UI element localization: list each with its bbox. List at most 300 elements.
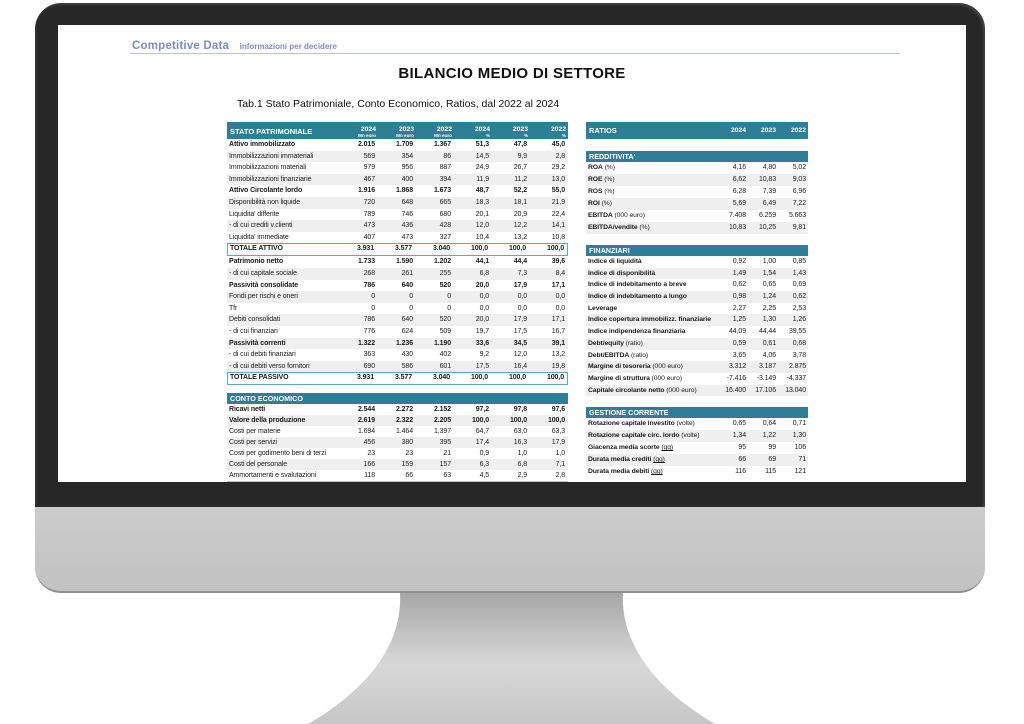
cell-value: 0,0	[555, 293, 565, 301]
metric-name: Debt/equity	[588, 339, 624, 347]
year-label: 2022	[790, 127, 806, 134]
cell-value: 720	[363, 198, 375, 206]
row-label: Ricavi netti	[229, 406, 266, 414]
cell-value: 1.190	[433, 339, 451, 347]
unit-label: %	[485, 132, 490, 138]
cell-value: 0,85	[792, 258, 806, 265]
table-row	[586, 162, 808, 174]
conto-economico-header: CONTO ECONOMICO	[227, 393, 568, 404]
metric-unit: (volte)	[676, 420, 695, 428]
cell-value: 23	[405, 450, 413, 458]
metric-name: Rotazione capitale circ. lordo	[588, 432, 680, 440]
section-title: RATIOS	[589, 126, 617, 135]
cell-value: 1.868	[395, 187, 413, 195]
year-label: 2024	[730, 127, 746, 134]
cell-value: 22,4	[551, 210, 565, 218]
row-label	[586, 222, 718, 234]
row-label: Disponibilità non liquide	[229, 198, 301, 206]
cell-value: 97,2	[475, 406, 489, 414]
row-label: Immobilizzazioni finanziarie	[229, 175, 312, 183]
header-divider	[130, 53, 900, 54]
cell-value: 11,2	[514, 175, 527, 183]
cell-value: 51,3	[475, 141, 489, 148]
cell-value: 2,25	[762, 304, 776, 312]
row-label: - di cui finanziari	[229, 327, 278, 335]
table-row	[586, 326, 808, 338]
cell-value: 9,81	[792, 224, 806, 231]
cell-value: 6,28	[732, 188, 746, 195]
cell-value: 20,0	[475, 281, 489, 289]
year-column-header	[530, 122, 568, 139]
monitor-chin	[35, 507, 985, 593]
cell-value: 1,34	[732, 432, 746, 440]
cell-value: 520	[439, 281, 451, 289]
cell-value: 1,43	[792, 269, 806, 277]
cell-value: 1,0	[555, 450, 565, 458]
cell-value: 39,55	[788, 328, 806, 336]
row-label: - di cui debiti verso fornitori	[229, 362, 310, 370]
cell-value: 16.400	[725, 386, 746, 394]
cell-value: 3.577	[394, 374, 412, 382]
metric-name: Indice di indebitamento a breve	[588, 281, 687, 289]
cell-value: 0,65	[762, 281, 776, 289]
cell-value: 0	[371, 293, 375, 301]
cell-value: 17,1	[551, 281, 565, 289]
cell-value: 7,39	[762, 188, 776, 195]
cell-value: 268	[363, 269, 375, 277]
metric-name: Indice di disponibilità	[588, 269, 656, 277]
cell-value: 3.312	[728, 363, 746, 371]
cell-value: 1,24	[762, 293, 776, 301]
cell-value: 34,5	[513, 339, 527, 347]
cell-value: 10,4	[475, 233, 489, 241]
year-label: 2023	[398, 125, 414, 133]
cell-value: 14,1	[551, 222, 565, 230]
cell-value: 13.040	[785, 386, 806, 394]
year-column-header	[340, 122, 378, 139]
cell-value: 979	[363, 164, 375, 172]
cell-value: 100,0	[508, 245, 526, 253]
table-caption: Tab.1 Stato Patrimoniale, Conto Economico, Ratios, dal 2022 al 2024	[237, 98, 560, 110]
cell-value: 0,98	[732, 293, 746, 301]
cell-value: 2,9	[517, 472, 527, 480]
row-label: Passività consolidate	[229, 281, 299, 289]
table-row	[227, 209, 568, 221]
cell-value: 1,00	[762, 258, 776, 265]
cell-value: 44,4	[513, 258, 527, 266]
redditivita-rows	[586, 162, 808, 234]
monitor-stand	[250, 593, 774, 724]
year-label: 2022	[550, 125, 566, 133]
cell-value: 586	[401, 362, 413, 370]
cell-value: 100,0	[509, 417, 527, 425]
cell-value: 13,2	[551, 351, 565, 359]
cell-value: 0,0	[517, 293, 527, 301]
cell-value: 44,09	[728, 328, 746, 336]
table-row	[227, 232, 568, 244]
metric-unit: (gg)	[653, 456, 665, 464]
cell-value: -3.149	[756, 374, 776, 382]
cell-value: 1.590	[395, 258, 413, 266]
cell-value: 166	[363, 461, 375, 469]
cell-value: 13,0	[551, 175, 565, 183]
row-label: Liquidita' immediate	[229, 233, 289, 241]
cell-value: 776	[363, 327, 375, 335]
cell-value: 13,2	[513, 233, 527, 241]
cell-value: 786	[363, 316, 375, 324]
cell-value: 640	[401, 281, 413, 289]
cell-value: 100,0	[470, 374, 488, 382]
table-row	[227, 303, 568, 315]
metric-name: Capitale circolante netto	[588, 386, 665, 394]
unit-label: Mn euro	[434, 132, 452, 138]
cell-value: 0	[447, 293, 451, 301]
cell-value: 887	[439, 164, 451, 172]
cell-value: 402	[439, 351, 451, 359]
cell-value: 327	[439, 233, 451, 241]
row-label: Costi per godimento beni di terzi	[229, 450, 327, 458]
metric-name: Indice indipendenza finanziaria	[588, 328, 686, 336]
cell-value: 746	[401, 210, 413, 218]
cell-value: 0	[447, 304, 451, 312]
cell-value: 261	[401, 269, 413, 277]
table-row	[227, 197, 568, 209]
metric-unit: (ratio)	[625, 339, 643, 347]
row-label: Costi del personale	[229, 461, 288, 469]
row-label	[586, 454, 718, 466]
row-label	[586, 373, 718, 385]
table-row	[586, 466, 808, 478]
cell-value: 121	[794, 468, 806, 476]
table-row	[586, 174, 808, 186]
cell-value: 624	[401, 327, 413, 335]
row-label	[586, 256, 718, 268]
spacer	[586, 234, 808, 245]
cell-value: 1,25	[732, 316, 746, 324]
cell-value: 7.408	[728, 212, 746, 219]
cell-value: 6.259	[758, 212, 776, 219]
cell-value: 395	[439, 439, 451, 447]
cell-value: 5,02	[792, 164, 806, 171]
row-label	[586, 303, 718, 315]
cell-value: 100,0	[547, 417, 565, 425]
cell-value: 0,62	[792, 293, 806, 301]
cell-value: 16,4	[513, 362, 527, 370]
metric-unit: (000 euro)	[666, 386, 697, 394]
cell-value: 106	[794, 444, 806, 452]
cell-value: 20,1	[475, 210, 489, 218]
cell-value: 0,64	[762, 420, 776, 428]
row-label	[586, 210, 718, 222]
table-row	[586, 430, 808, 442]
cell-value: 1.709	[395, 141, 413, 148]
gestione-corrente-rows	[586, 418, 808, 478]
cell-value: 44,44	[758, 328, 776, 336]
metric-name: Rotazione capitale investito	[588, 420, 675, 428]
cell-value: 12,0	[475, 222, 489, 230]
row-label: Costi per servizi	[229, 439, 278, 447]
cell-value: 1.202	[433, 258, 451, 266]
cell-value: 473	[363, 222, 375, 230]
stato-patrimoniale-header	[227, 122, 568, 139]
table-row	[227, 459, 568, 470]
table-row	[586, 418, 808, 430]
cell-value: 116	[735, 468, 746, 476]
unit-label: %	[523, 132, 528, 138]
row-label: - di cui debiti finanziari	[229, 351, 296, 359]
spacer	[586, 396, 808, 407]
cell-value: 3.577	[394, 245, 412, 253]
row-label	[586, 314, 718, 326]
cell-value: 509	[439, 327, 451, 335]
table-row	[586, 373, 808, 385]
year-column-header	[378, 122, 416, 139]
row-label: Fondi per rischi e oneri	[229, 293, 298, 301]
cell-value: 4,80	[762, 164, 776, 171]
cell-value: 63	[443, 472, 451, 480]
cell-value: 66	[738, 456, 746, 464]
table-row	[227, 280, 568, 292]
metric-unit: (gg)	[661, 444, 674, 452]
cell-value: 473	[401, 233, 413, 241]
cell-value: 0,65	[732, 420, 746, 428]
table-row	[227, 404, 568, 415]
metric-unit: (000 euro)	[652, 363, 683, 371]
table-row	[227, 291, 568, 303]
monitor-screen	[58, 25, 966, 482]
metric-name: ROI	[588, 200, 600, 207]
cell-value: 0,92	[732, 258, 746, 265]
cell-value: 1.322	[357, 339, 375, 347]
row-label: Passività correnti	[229, 339, 286, 347]
finanziari-rows	[586, 256, 808, 396]
cell-value: 0	[409, 293, 413, 301]
row-label	[586, 198, 718, 210]
row-label	[586, 350, 718, 362]
cell-value: 2.544	[357, 406, 375, 414]
table-row	[586, 385, 808, 397]
cell-value: 2.205	[433, 417, 451, 425]
cell-value: 17,9	[513, 316, 527, 324]
cell-value: 0,62	[732, 281, 746, 289]
table-row	[586, 338, 808, 350]
cell-value: 100,0	[546, 245, 564, 253]
cell-value: 55,0	[551, 187, 565, 195]
table-row	[227, 448, 568, 459]
cell-value: 640	[401, 316, 413, 324]
row-label: Attivo immobilizzato	[229, 141, 296, 148]
cell-value: 690	[363, 362, 375, 370]
table-row	[227, 185, 568, 197]
row-label: - di cui crediti v.clienti	[229, 222, 293, 230]
cell-value: 2,53	[792, 304, 806, 312]
cell-value: 71	[798, 456, 806, 464]
row-label: TOTALE ATTIVO	[230, 245, 283, 253]
metric-name: EBITDA	[588, 212, 613, 219]
cell-value: 100,0	[470, 245, 488, 253]
cell-value: 786	[363, 281, 375, 289]
metric-name: EBITDA/vendite	[588, 224, 638, 231]
cell-value: 520	[439, 316, 451, 324]
metric-unit: (volte)	[681, 432, 700, 440]
cell-value: 86	[443, 152, 451, 160]
row-label: Immobilizzazioni immateriali	[229, 152, 314, 160]
cell-value: 66	[405, 472, 413, 480]
cell-value: 1,54	[762, 269, 776, 277]
cell-value: 4,06	[762, 351, 776, 359]
cell-value: 157	[439, 461, 451, 469]
cell-value: 17.106	[755, 386, 776, 394]
cell-value: 100,0	[546, 374, 564, 382]
spacer	[586, 139, 808, 151]
cell-value: 99	[768, 444, 776, 452]
cell-value: 4,5	[479, 472, 489, 480]
cell-value: 2.875	[788, 363, 806, 371]
cell-value: 48,7	[475, 187, 489, 195]
row-label	[586, 442, 718, 454]
metric-name: ROS	[588, 188, 603, 195]
cell-value: 24,9	[475, 164, 489, 172]
cell-value: 1.236	[395, 339, 413, 347]
gestione-corrente-section	[586, 407, 808, 478]
cell-value: 3.040	[432, 245, 450, 253]
row-label: Attivo Circolante lordo	[229, 187, 303, 195]
table-row	[586, 350, 808, 362]
cell-value: 16,3	[513, 439, 527, 447]
cell-value: 2,27	[732, 304, 746, 312]
cell-value: 95	[738, 444, 746, 452]
year-label: 2023	[760, 127, 776, 134]
cell-value: 354	[401, 152, 413, 160]
cell-value: 18,3	[475, 198, 489, 206]
year-column-header	[416, 122, 454, 139]
table-row	[227, 338, 568, 350]
cell-value: 0,59	[732, 339, 746, 347]
cell-value: 2,8	[555, 472, 565, 480]
table-row	[227, 426, 568, 437]
metric-name: Indice di liquidità	[588, 258, 642, 265]
cell-value: 52,2	[513, 187, 527, 195]
cell-value: 17,4	[475, 439, 489, 447]
cell-value: 0,9	[479, 450, 489, 458]
cell-value: 64,7	[475, 428, 489, 436]
cell-value: 47,8	[513, 141, 527, 148]
cell-value: 10,8	[551, 233, 565, 241]
row-label: Ammortamenti e svalutazioni	[229, 472, 317, 480]
cell-value: 394	[439, 175, 451, 183]
cell-value: 0,61	[762, 339, 776, 347]
cell-value: 1.673	[433, 187, 451, 195]
cell-value: 2,8	[555, 152, 565, 160]
cell-value: 3,65	[732, 351, 746, 359]
cell-value: 2.152	[433, 406, 451, 414]
conto-economico-rows	[227, 404, 568, 482]
row-label	[586, 279, 718, 291]
cell-value: 6,8	[479, 269, 489, 277]
cell-value: 5,69	[732, 200, 746, 207]
metric-name: ROA	[588, 164, 603, 171]
cell-value: 1.367	[433, 141, 451, 148]
monitor-bezel	[35, 3, 985, 507]
metric-name: Debt/EBITDA	[588, 351, 630, 359]
cell-value: 2.272	[395, 406, 413, 414]
cell-value: 1,30	[792, 432, 806, 440]
row-label: Immobilizzazioni materiali	[229, 164, 307, 172]
cell-value: 11,9	[476, 175, 489, 183]
cell-value: 19,7	[475, 327, 489, 335]
cell-value: 118	[364, 472, 375, 480]
cell-value: 3.931	[356, 374, 374, 382]
metric-name: Margine di tesoreria	[588, 363, 651, 371]
table-row	[227, 470, 568, 481]
stato-patrimoniale-rows	[227, 139, 568, 385]
ratios-header	[586, 122, 808, 139]
cell-value: 1.916	[357, 187, 375, 195]
table-row	[586, 361, 808, 373]
row-label: Patrimonio netto	[229, 258, 284, 266]
cell-value: 10,83	[758, 176, 776, 183]
cell-value: 6,49	[762, 200, 776, 207]
cell-value: 255	[439, 269, 451, 277]
table-row	[227, 151, 568, 163]
cell-value: 3.187	[758, 363, 776, 371]
table-row	[586, 279, 808, 291]
row-label: Liquidita' differite	[229, 210, 280, 218]
metric-name: Leverage	[588, 304, 618, 312]
cell-value: 12,2	[513, 222, 527, 230]
cell-value: 115	[765, 468, 776, 476]
cell-value: 1.694	[357, 428, 375, 436]
row-label	[586, 361, 718, 373]
cell-value: 0	[409, 304, 413, 312]
redditivita-section	[586, 151, 808, 234]
cell-value: 9,2	[479, 351, 489, 359]
row-label	[586, 418, 718, 430]
cell-value: 407	[363, 233, 375, 241]
cell-value: 2.322	[395, 417, 413, 425]
metric-unit: (000 euro)	[614, 212, 645, 219]
cell-value: 956	[401, 164, 413, 172]
cell-value: -4.337	[786, 374, 806, 382]
cell-value: 428	[439, 222, 451, 230]
row-label	[586, 466, 718, 478]
cell-value: 0,0	[555, 304, 565, 312]
left-column	[227, 122, 568, 482]
metric-unit: (000 euro)	[651, 374, 682, 382]
table-row	[227, 314, 568, 326]
cell-value: 97,8	[513, 406, 527, 414]
cell-value: 69	[768, 456, 776, 464]
cell-value: 1,0	[517, 450, 527, 458]
metric-unit: (ratio)	[631, 351, 649, 359]
table-row	[227, 162, 568, 174]
cell-value: 2.015	[357, 141, 375, 148]
redditivita-header: REDDITIVITA'	[586, 151, 808, 162]
cell-value: 3,78	[792, 351, 806, 359]
metric-name: Durata media debiti	[588, 468, 650, 476]
cell-value: 3.040	[432, 374, 450, 382]
table-row	[227, 415, 568, 426]
row-label: Tfr	[229, 304, 238, 312]
cell-value: 5.663	[788, 212, 806, 219]
metric-name: ROE	[588, 176, 603, 183]
table-row	[227, 372, 568, 385]
table-row	[227, 361, 568, 373]
metric-name: Durata media crediti	[588, 456, 652, 464]
year-label: 2023	[512, 125, 528, 133]
cell-value: 44,1	[475, 258, 489, 266]
cell-value: 10,83	[728, 224, 746, 231]
